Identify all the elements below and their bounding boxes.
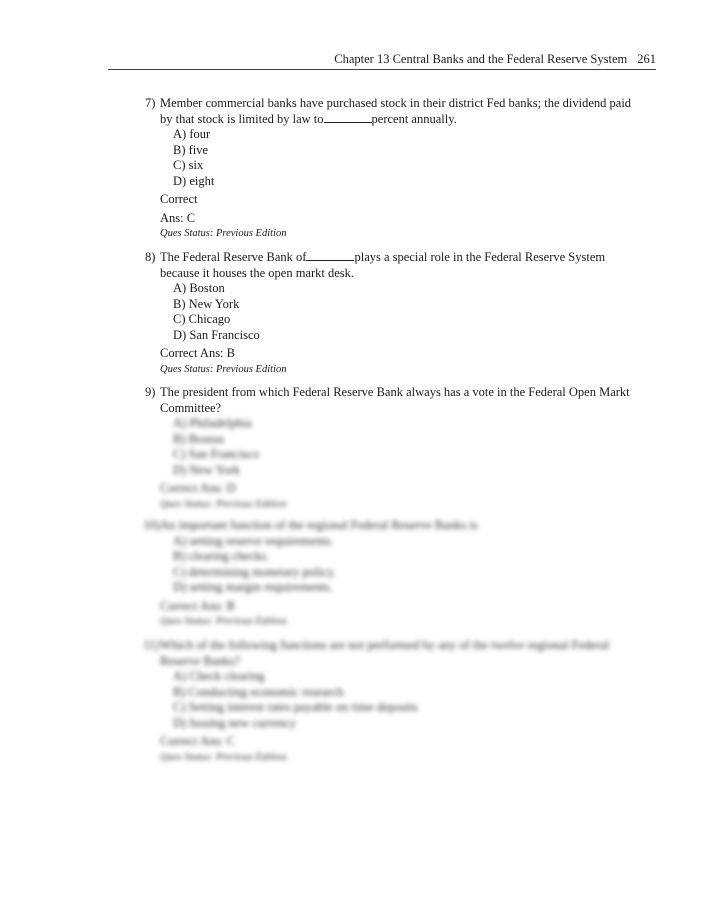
question-status: Ques Status: Previous Edition (160, 751, 287, 763)
option-a: A) Philadelphia (173, 416, 252, 430)
option-a: A) Check clearing (173, 669, 265, 683)
answer-line: Ans: C (160, 210, 196, 225)
options-list (173, 416, 645, 478)
option-b: B) Conducting economic research (173, 684, 344, 699)
question-text: The Federal Reserve Bank of plays a special role in the Federal Reserve System because it houses the open markt desk. (160, 250, 606, 280)
option-d: D) San Francisco (173, 327, 260, 342)
chapter-title: Chapter 13 Central Banks and the Federal Reserve System (334, 52, 628, 66)
option-c: C) six (173, 158, 204, 172)
option-c: C) Setting interest rates payable on time deposits (173, 700, 418, 714)
question-text: Member commercial banks have purchased stock in their district Fed banks; the dividend paid by that stock is limited by law to percent annually. (160, 96, 632, 126)
question-8 (145, 250, 645, 377)
answer-line: Correct Ans: B (160, 346, 235, 360)
question-status: Ques Status: Previous Edition (160, 498, 287, 510)
question-number: 10) (143, 518, 160, 532)
answer-line: Correct Ans: B (160, 598, 235, 613)
question-7 (145, 96, 645, 242)
answer-blank (306, 250, 354, 261)
option-a: A) setting reserve requirements. (173, 533, 334, 548)
page-number: 261 (637, 52, 656, 66)
option-b: B) New York (173, 296, 240, 311)
correct-label: Correct (160, 192, 198, 206)
option-a: A) four (173, 127, 211, 141)
options-list (173, 127, 645, 189)
options-list (173, 534, 645, 596)
question-11 (145, 638, 645, 765)
option-d: D) eight (173, 173, 215, 188)
answer-line: Correct Ans: D (160, 481, 236, 495)
option-d: D) New York (173, 462, 241, 477)
answer-blank (324, 112, 372, 123)
answer-line: Correct Ans: C (160, 734, 235, 748)
option-c: C) Chicago (173, 312, 231, 326)
question-9 (145, 385, 645, 512)
option-b: B) five (173, 142, 209, 157)
question-number: 7) (145, 96, 156, 110)
option-b: B) Boston (173, 431, 225, 446)
question-number: 9) (145, 385, 156, 399)
option-c: C) determining monetary policy. (173, 564, 337, 579)
options-list (173, 281, 645, 343)
question-status: Ques Status: Previous Edition (160, 363, 287, 375)
question-number: 11) (143, 638, 160, 652)
option-d: D) setting margin requirements. (173, 580, 333, 594)
option-c: C) San Francisco (173, 447, 260, 461)
question-status: Ques Status: Previous Edition (160, 616, 287, 627)
question-10 (145, 518, 645, 630)
question-status: Ques Status: Previous Edition (160, 228, 287, 239)
question-text: Which of the following functions are not performed by any of the twelve regional Federal Reserve Banks? (160, 638, 610, 668)
option-a: A) Boston (173, 281, 225, 295)
options-list (173, 669, 645, 731)
blurred-region (145, 416, 645, 512)
option-b: B) clearing checks. (173, 549, 270, 563)
question-text: An important function of the regional Federal Reserve Banks is (160, 518, 478, 532)
question-text: The president from which Federal Reserve Bank always has a vote in the Federal Open Markt Committee? (160, 385, 630, 415)
question-number: 8) (145, 250, 156, 264)
running-header (108, 52, 656, 70)
option-d: D) Issuing new currency (173, 715, 297, 730)
